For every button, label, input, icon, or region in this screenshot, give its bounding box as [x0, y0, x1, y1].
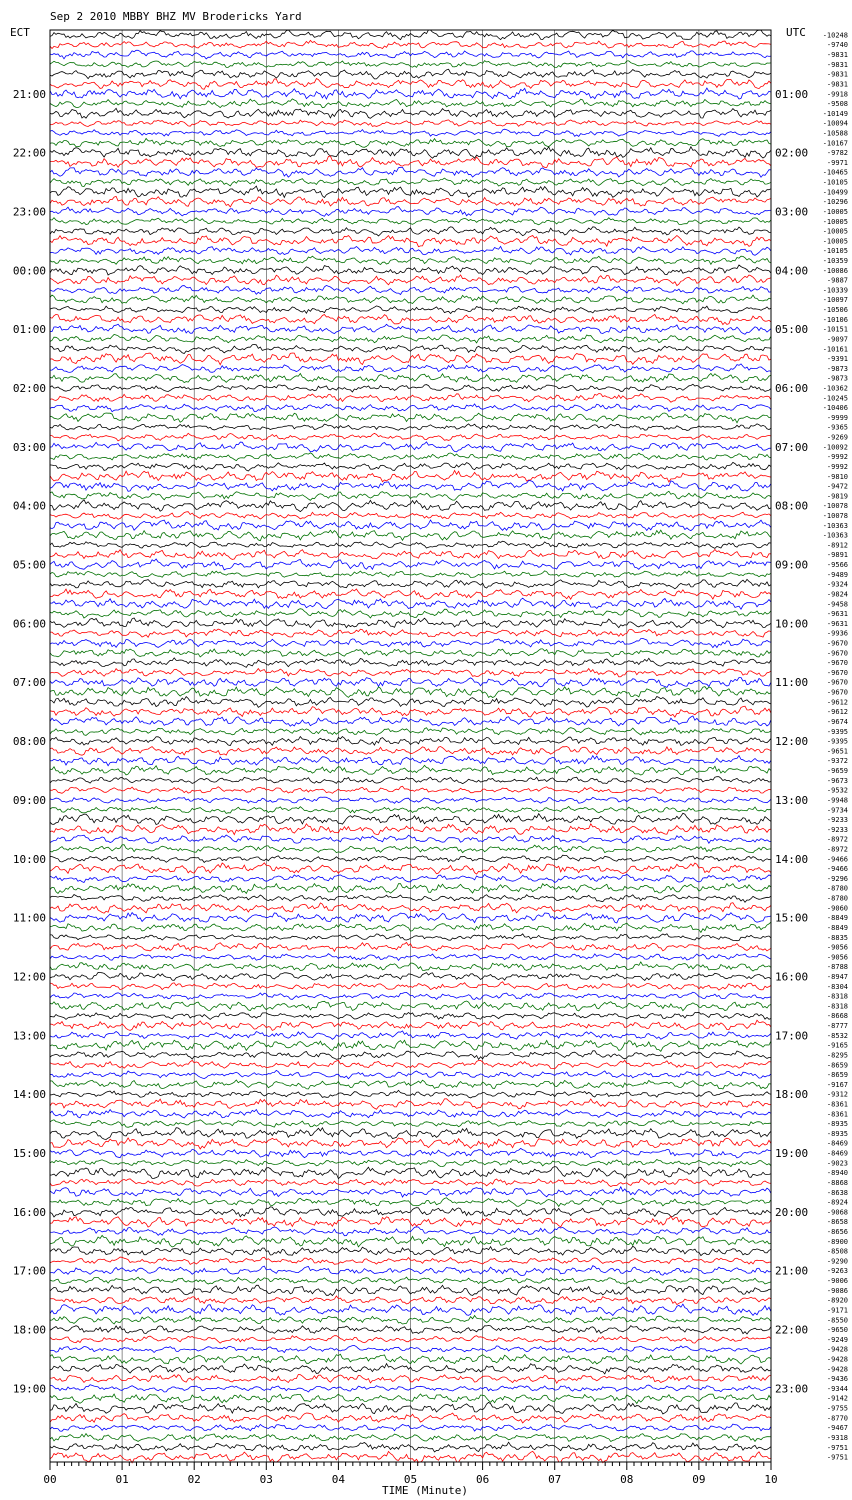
trace-offset-labels [823, 31, 848, 1461]
trace-offset-label: -8972 [826, 835, 848, 844]
trace-offset-label: -9372 [826, 757, 848, 766]
trace-offset-label: -9831 [826, 80, 848, 89]
trace-offset-label: -10005 [822, 207, 848, 216]
right-hour-label: 14:00 [775, 852, 809, 866]
trace-offset-label: -9263 [826, 1267, 848, 1276]
trace-offset-label: -10363 [822, 531, 848, 540]
trace-offset-label: -9428 [826, 1365, 848, 1374]
trace-offset-label: -9365 [826, 423, 848, 432]
trace-offset-label: -9489 [826, 570, 848, 579]
trace-offset-label: -9472 [826, 482, 848, 491]
left-hour-label: 05:00 [12, 558, 46, 572]
trace-offset-label: -10106 [822, 315, 848, 324]
left-hour-label: 08:00 [12, 735, 46, 749]
trace-offset-label: -10362 [822, 384, 848, 393]
trace-offset-label: -8780 [826, 894, 848, 903]
trace-offset-label: -9670 [826, 668, 848, 677]
x-tick-label: 03 [259, 1473, 273, 1486]
trace-offset-label: -10339 [822, 286, 848, 295]
trace-offset-label: -9918 [826, 90, 848, 99]
right-hour-label: 08:00 [775, 499, 809, 513]
trace-offset-label: -8972 [826, 845, 848, 854]
left-hour-label: 12:00 [12, 970, 46, 984]
trace-offset-label: -9999 [826, 413, 848, 422]
trace-offset-label: -8361 [826, 1110, 848, 1119]
right-hour-label: 09:00 [775, 558, 809, 572]
x-tick-label: 06 [475, 1473, 490, 1486]
trace-offset-label: -9436 [826, 1375, 848, 1384]
x-axis [43, 1462, 777, 1486]
trace-offset-label: -10359 [822, 256, 848, 265]
left-hour-label: 10:00 [12, 852, 46, 866]
trace-offset-label: -8318 [826, 992, 848, 1001]
x-tick-label: 09 [692, 1473, 706, 1486]
trace-offset-label: -10499 [822, 188, 848, 197]
trace-offset-label: -8656 [826, 1228, 848, 1237]
left-hour-label: 13:00 [12, 1029, 46, 1043]
left-hour-label: 09:00 [12, 793, 46, 807]
trace-offset-label: -9971 [826, 158, 848, 167]
trace-offset-label: -8780 [826, 884, 848, 893]
trace-offset-label: -8935 [826, 1120, 848, 1129]
trace-offset-label: -9097 [826, 335, 848, 344]
trace-offset-label: -9566 [826, 561, 848, 570]
left-hour-label: 22:00 [12, 146, 46, 160]
right-hour-label: 03:00 [775, 205, 809, 219]
trace-offset-label: -8777 [826, 1022, 848, 1031]
trace-offset-label: -9831 [826, 51, 848, 60]
trace-offset-label: -9466 [826, 865, 848, 874]
trace-offset-label: -9670 [826, 678, 848, 687]
trace-offset-label: -8940 [826, 1169, 848, 1178]
trace-offset-label: -9056 [826, 943, 848, 952]
x-tick-label: 01 [115, 1473, 129, 1486]
trace-offset-label: -10086 [822, 266, 848, 275]
right-hour-labels [775, 88, 808, 1396]
trace-offset-label: -9631 [826, 619, 848, 628]
trace-offset-label: -9612 [826, 708, 848, 717]
left-hour-label: 15:00 [12, 1147, 46, 1161]
trace-offset-label: -9023 [826, 1159, 848, 1168]
trace-offset-label: -9948 [826, 796, 848, 805]
trace-offset-label: -9056 [826, 953, 848, 962]
trace-offset-label: -10105 [822, 178, 848, 187]
left-hour-label: 19:00 [12, 1382, 46, 1396]
left-hour-label: 06:00 [12, 617, 46, 631]
left-hour-label: 02:00 [12, 382, 46, 395]
trace-offset-label: -9670 [826, 659, 848, 668]
x-tick-label: 04 [331, 1473, 346, 1486]
trace-offset-label: -10005 [822, 227, 848, 236]
trace-offset-label: -9428 [826, 1355, 848, 1364]
trace-offset-label: -10097 [822, 296, 848, 305]
trace-offset-label: -8924 [826, 1198, 848, 1207]
trace-offset-label: -8658 [826, 1218, 848, 1227]
trace-offset-label: -9831 [826, 60, 848, 69]
trace-offset-label: -10296 [822, 198, 848, 207]
trace-offset-label: -10588 [822, 129, 848, 138]
trace-offset-label: -10078 [822, 512, 848, 521]
trace-offset-label: -10167 [822, 139, 848, 148]
trace-offset-label: -9782 [826, 149, 848, 158]
trace-offset-label: -8868 [826, 1178, 848, 1187]
trace-offset-label: -9428 [826, 1345, 848, 1354]
trace-offset-label: -9631 [826, 610, 848, 619]
trace-offset-label: -9344 [826, 1384, 848, 1393]
trace-offset-label: -9740 [826, 41, 848, 50]
x-tick-label: 02 [187, 1473, 201, 1486]
left-hour-label: 17:00 [12, 1264, 46, 1278]
right-hour-label: 10:00 [775, 617, 809, 631]
trace-offset-label: -9532 [826, 786, 848, 795]
left-hour-label: 07:00 [12, 676, 46, 690]
right-hour-label: 12:00 [775, 735, 809, 749]
trace-offset-label: -8668 [826, 1012, 848, 1021]
trace-offset-label: -9324 [826, 580, 848, 589]
trace-offset-label: -9006 [826, 1277, 848, 1286]
trace-offset-label: -8935 [826, 1129, 848, 1138]
trace-offset-label: -9086 [826, 1286, 848, 1295]
right-hour-label: 13:00 [775, 793, 809, 807]
trace-offset-label: -10005 [822, 237, 848, 246]
trace-offset-label: -9269 [826, 433, 848, 442]
trace-offset-label: -8469 [826, 1139, 848, 1148]
right-hour-label: 04:00 [775, 264, 809, 278]
trace-offset-label: -9391 [826, 355, 848, 364]
trace-offset-label: -9060 [826, 904, 848, 913]
trace-offset-label: -9673 [826, 776, 848, 785]
right-hour-label: 19:00 [775, 1147, 809, 1161]
trace-offset-label: -10092 [822, 443, 848, 452]
trace-offset-label: -9458 [826, 600, 848, 609]
trace-offset-label: -9670 [826, 639, 848, 648]
right-hour-label: 20:00 [775, 1205, 809, 1219]
trace-offset-label: -8304 [826, 982, 848, 991]
trace-offset-label: -8770 [826, 1414, 848, 1423]
trace-offset-label: -8947 [826, 972, 848, 981]
trace-offset-label: -9290 [826, 1257, 848, 1266]
trace-offset-label: -9233 [826, 825, 848, 834]
trace-offset-label: -9167 [826, 1080, 848, 1089]
trace-offset-label: -10105 [822, 247, 848, 256]
x-axis-label: TIME (Minute) [381, 1484, 469, 1497]
trace-offset-label: -10506 [822, 306, 848, 315]
trace-offset-label: -9142 [826, 1394, 848, 1403]
trace-offset-label: -8638 [826, 1188, 848, 1197]
right-timezone-label: UTC [786, 26, 806, 39]
trace-offset-label: -8659 [826, 1061, 848, 1070]
trace-offset-label: -9508 [826, 100, 848, 109]
x-tick-label: 08 [620, 1473, 634, 1486]
trace-offset-label: -8920 [826, 1296, 848, 1305]
x-tick-label: 07 [548, 1473, 562, 1486]
left-hour-label: 14:00 [12, 1088, 46, 1102]
left-hour-label: 16:00 [12, 1205, 46, 1219]
left-hour-label: 18:00 [12, 1323, 46, 1337]
trace-offset-label: -9992 [826, 453, 848, 462]
trace-offset-label: -8469 [826, 1149, 848, 1158]
x-tick-label: 05 [403, 1473, 418, 1486]
trace-offset-label: -10149 [822, 109, 848, 118]
right-hour-label: 21:00 [775, 1264, 809, 1278]
trace-offset-label: -10078 [822, 502, 848, 511]
left-hour-label: 11:00 [12, 911, 46, 925]
trace-offset-label: -10094 [822, 119, 848, 128]
trace-offset-label: -9734 [826, 806, 848, 815]
trace-offset-label: -9318 [826, 1433, 848, 1442]
left-hour-label: 01:00 [12, 323, 46, 337]
trace-offset-label: -10465 [822, 168, 848, 177]
left-hour-label: 23:00 [12, 205, 46, 219]
trace-offset-label: -10363 [822, 521, 848, 530]
trace-offset-label: -9936 [826, 629, 848, 638]
trace-offset-label: -9831 [826, 70, 848, 79]
left-hour-label: 04:00 [12, 499, 46, 513]
trace-offset-label: -8912 [826, 541, 848, 550]
trace-offset-label: -9992 [826, 462, 848, 471]
trace-offset-label: -9751 [826, 1443, 848, 1452]
right-hour-label: 02:00 [775, 146, 809, 160]
trace-offset-label: -8659 [826, 1071, 848, 1080]
chart-title: Sep 2 2010 MBBY BHZ MV Brodericks Yard [50, 10, 302, 23]
trace-offset-label: -9670 [826, 688, 848, 697]
trace-offset-label: -10406 [822, 404, 848, 413]
x-tick-label: 00 [43, 1473, 57, 1486]
trace-offset-label: -9467 [826, 1424, 848, 1433]
vertical-gridlines [122, 30, 699, 1462]
trace-offset-label: -8788 [826, 963, 848, 972]
trace-offset-label: -8849 [826, 923, 848, 932]
trace-offset-label: -9068 [826, 1208, 848, 1217]
trace-offset-label: -9395 [826, 737, 848, 746]
trace-offset-label: -9670 [826, 649, 848, 658]
trace-offset-label: -9887 [826, 276, 848, 285]
trace-offset-label: -9674 [826, 717, 848, 726]
trace-offset-label: -10248 [822, 31, 848, 40]
right-hour-label: 18:00 [775, 1088, 809, 1102]
trace-offset-label: -9296 [826, 874, 848, 883]
trace-offset-label: -9395 [826, 727, 848, 736]
trace-offset-label: -9312 [826, 1090, 848, 1099]
trace-offset-label: -8849 [826, 914, 848, 923]
trace-offset-label: -8508 [826, 1247, 848, 1256]
trace-offset-label: -9249 [826, 1335, 848, 1344]
trace-offset-label: -8318 [826, 1002, 848, 1011]
trace-offset-label: -8532 [826, 1031, 848, 1040]
trace-offset-label: -9810 [826, 472, 848, 481]
trace-offset-label: -9891 [826, 551, 848, 560]
right-hour-label: 06:00 [775, 382, 809, 395]
trace-offset-label: -8900 [826, 1237, 848, 1246]
right-hour-label: 17:00 [775, 1029, 809, 1043]
right-hour-label: 07:00 [775, 440, 809, 454]
trace-offset-label: -9824 [826, 590, 848, 599]
trace-offset-label: -8550 [826, 1316, 848, 1325]
trace-offset-label: -9873 [826, 374, 848, 383]
right-hour-label: 15:00 [775, 911, 809, 925]
trace-offset-label: -9755 [826, 1404, 848, 1413]
x-tick-label: 10 [764, 1473, 778, 1486]
trace-offset-label: -9650 [826, 1326, 848, 1335]
left-timezone-label: ECT [10, 26, 30, 39]
left-hour-labels [13, 88, 46, 1396]
trace-offset-label: -9659 [826, 767, 848, 776]
left-hour-label: 21:00 [12, 87, 46, 101]
trace-offset-label: -10151 [822, 325, 848, 334]
trace-offset-label: -8295 [826, 1051, 848, 1060]
trace-offset-label: -9751 [826, 1453, 848, 1462]
right-hour-label: 22:00 [775, 1323, 809, 1337]
left-hour-label: 03:00 [12, 440, 46, 454]
trace-offset-label: -10005 [822, 217, 848, 226]
right-hour-label: 23:00 [775, 1382, 809, 1396]
trace-offset-label: -9466 [826, 855, 848, 864]
trace-offset-label: -9819 [826, 492, 848, 501]
trace-offset-label: -9612 [826, 698, 848, 707]
trace-offset-label: -9165 [826, 1041, 848, 1050]
trace-offset-label: -9873 [826, 364, 848, 373]
right-hour-label: 11:00 [775, 676, 809, 690]
right-hour-label: 16:00 [775, 970, 809, 984]
left-hour-label: 00:00 [12, 264, 46, 278]
trace-offset-label: -8835 [826, 933, 848, 942]
trace-offset-label: -10161 [822, 345, 848, 354]
trace-offset-label: -9233 [826, 816, 848, 825]
trace-offset-label: -10245 [822, 394, 848, 403]
trace-offset-label: -9171 [826, 1306, 848, 1315]
right-hour-label: 05:00 [775, 323, 809, 337]
right-hour-label: 01:00 [775, 87, 809, 101]
trace-offset-label: -8361 [826, 1100, 848, 1109]
trace-offset-label: -9651 [826, 747, 848, 756]
